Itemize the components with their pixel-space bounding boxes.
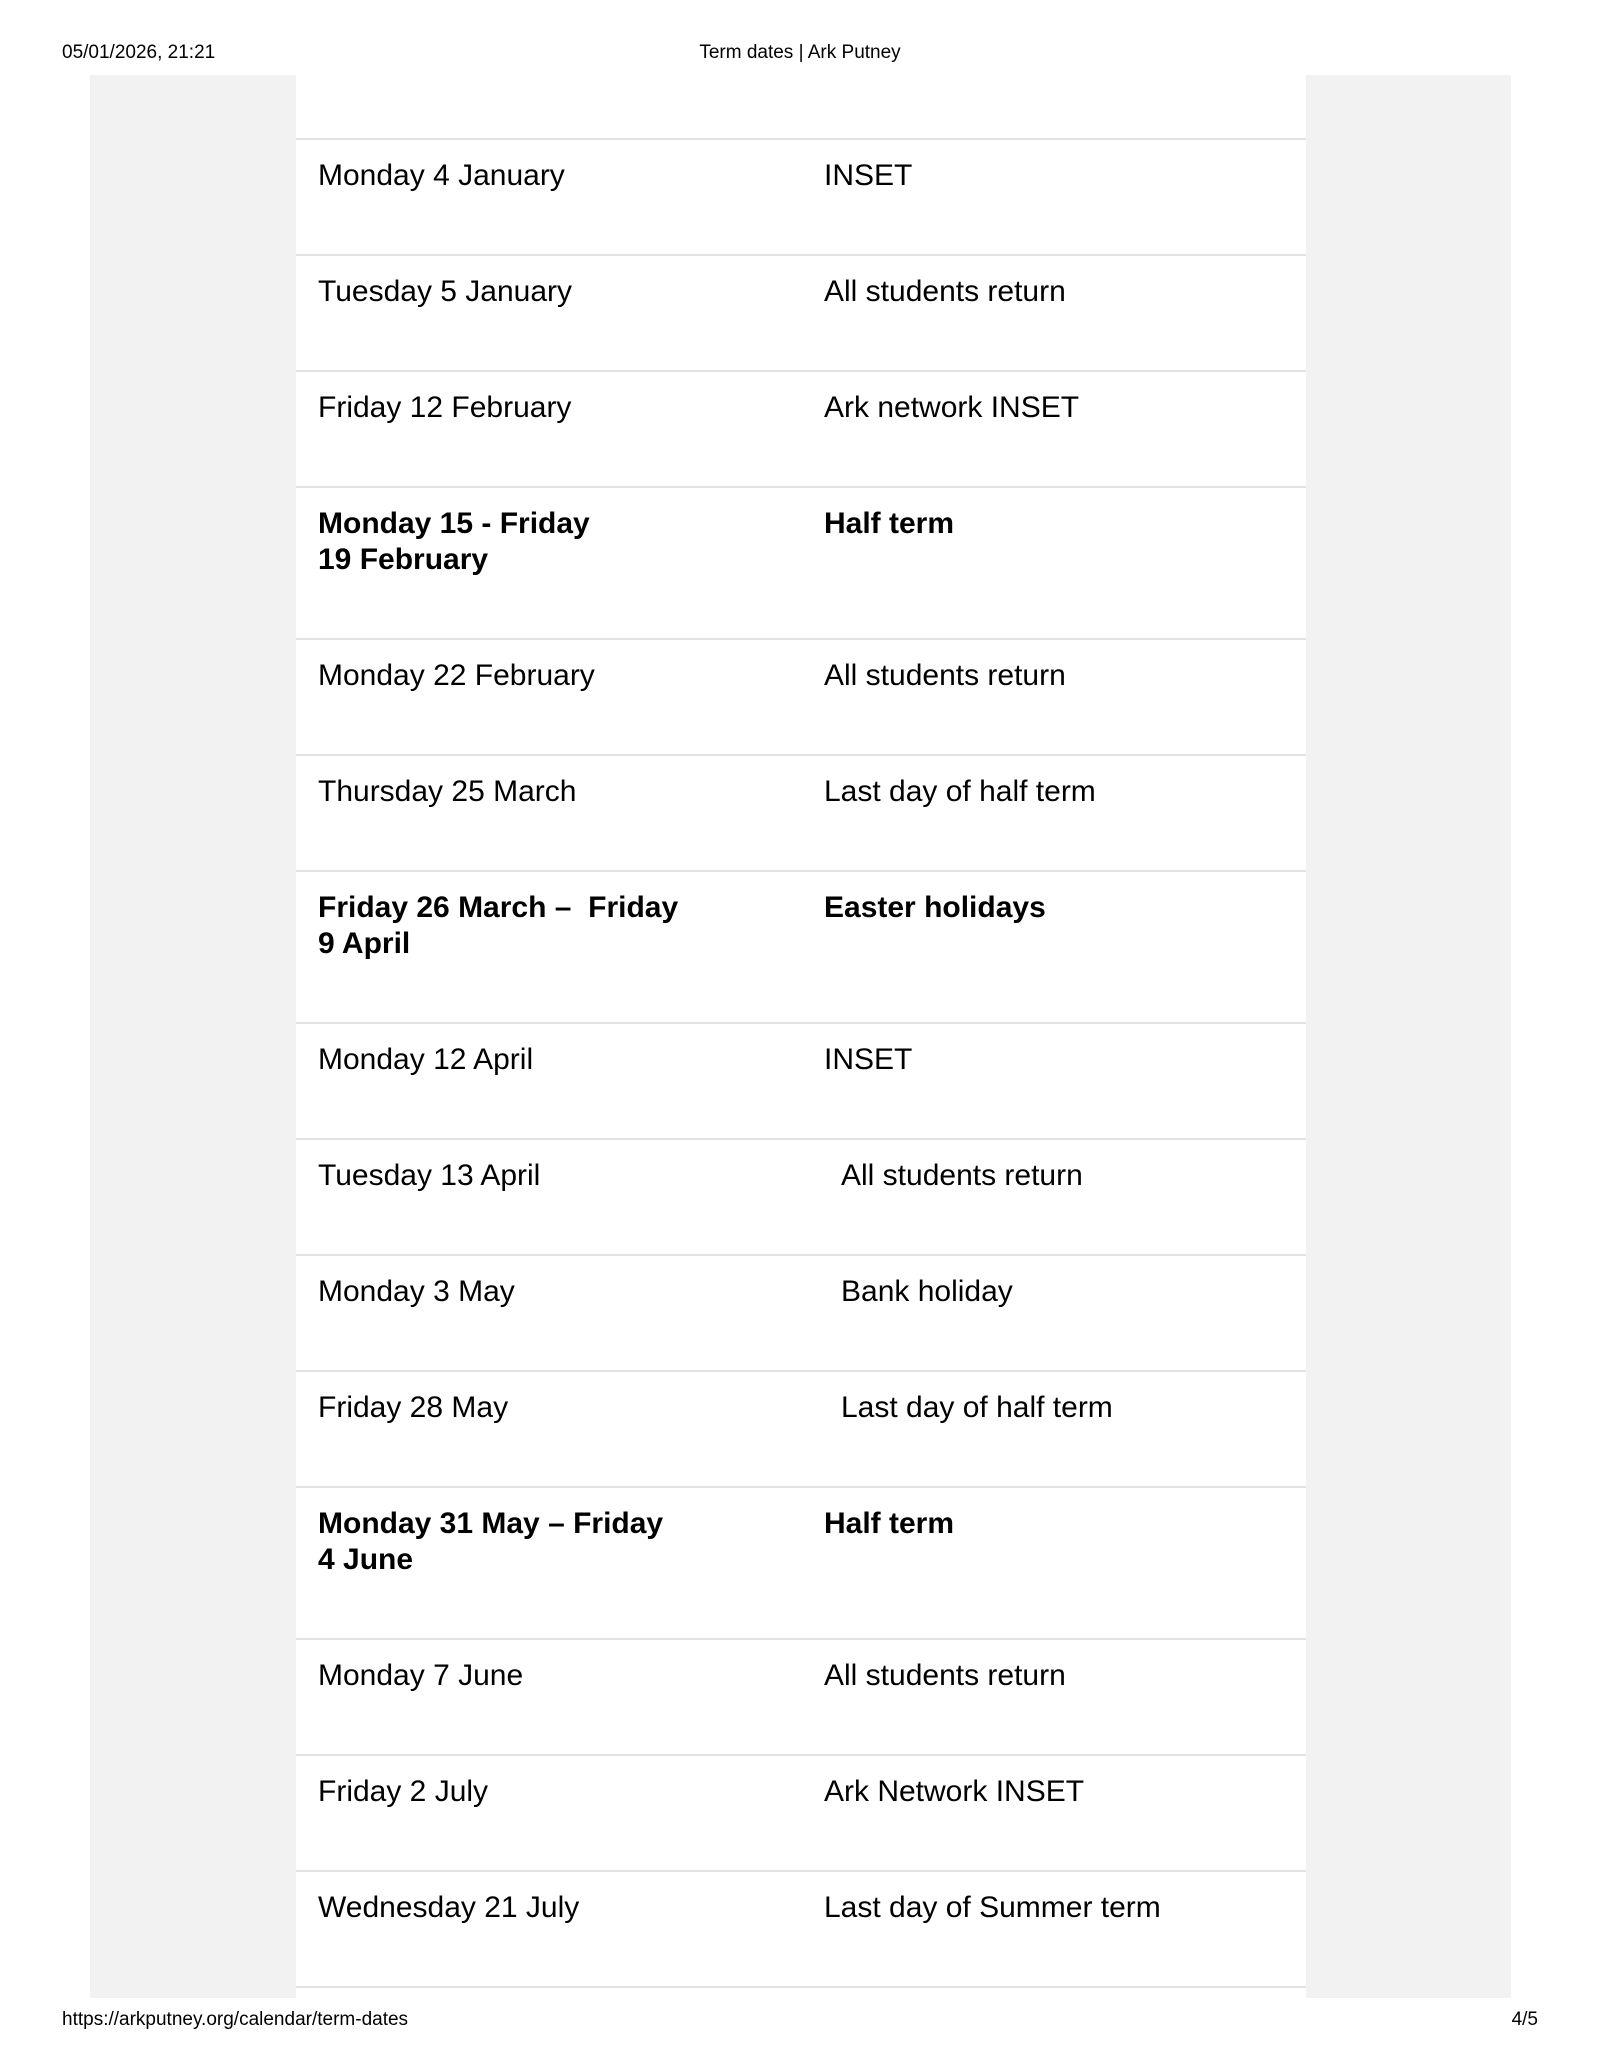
event-cell: All students return: [841, 1159, 1083, 1192]
date-cell: Friday 12 February: [318, 391, 572, 424]
date-line: Monday 15 - Friday: [318, 507, 590, 540]
date-cell: Friday 28 May: [318, 1391, 509, 1424]
table-row: [296, 140, 1306, 256]
event-cell: INSET: [824, 159, 913, 192]
table-row: [296, 372, 1306, 488]
term-dates-table: [296, 138, 1306, 1988]
print-footer-url: https://arkputney.org/calendar/term-dates: [62, 2009, 409, 2030]
print-footer-page-number: 4/5: [1511, 2009, 1538, 2030]
table-row: [296, 1640, 1306, 1756]
event-cell: INSET: [824, 1043, 913, 1076]
table-row-holiday: [296, 488, 1306, 640]
event-cell: Ark Network INSET: [824, 1775, 1085, 1808]
table-row: [296, 1024, 1306, 1140]
table-row-holiday: [296, 1488, 1306, 1640]
event-cell: Half term: [824, 1507, 955, 1540]
date-line: Monday 31 May – Friday: [318, 1507, 664, 1540]
event-cell: Half term: [824, 507, 955, 540]
date-cell: Tuesday 13 April: [318, 1159, 541, 1192]
date-cell: Monday 22 February: [318, 659, 595, 692]
date-line: Friday 26 March – Friday: [318, 891, 679, 924]
event-cell: All students return: [824, 659, 1066, 692]
table-row: [296, 1140, 1306, 1256]
date-cell: Thursday 25 March: [318, 775, 577, 808]
content-panel: [296, 75, 1306, 1998]
date-cell: [318, 1506, 738, 1578]
date-cell: [318, 506, 738, 578]
table-row: [296, 256, 1306, 372]
date-cell: Wednesday 21 July: [318, 1891, 580, 1924]
date-cell: Monday 7 June: [318, 1659, 524, 1692]
event-cell: Last day of half term: [824, 775, 1096, 808]
event-cell: Easter holidays: [824, 891, 1046, 924]
print-header-datetime: 05/01/2026, 21:21: [62, 42, 216, 63]
table-row: [296, 1372, 1306, 1488]
date-line: 9 April: [318, 927, 411, 960]
event-cell: All students return: [824, 1659, 1066, 1692]
date-cell: Tuesday 5 January: [318, 275, 573, 308]
date-cell: Monday 3 May: [318, 1275, 515, 1308]
table-row: [296, 1756, 1306, 1872]
event-cell: Last day of Summer term: [824, 1891, 1161, 1924]
table-row: [296, 640, 1306, 756]
table-row-holiday: [296, 872, 1306, 1024]
date-cell: Friday 2 July: [318, 1775, 489, 1808]
event-cell: Last day of half term: [841, 1391, 1113, 1424]
date-cell: Monday 4 January: [318, 159, 565, 192]
event-cell: Ark network INSET: [824, 391, 1080, 424]
date-cell: Monday 12 April: [318, 1043, 534, 1076]
event-cell: All students return: [824, 275, 1066, 308]
event-cell: Bank holiday: [841, 1275, 1013, 1308]
table-row: [296, 1256, 1306, 1372]
date-line: 19 February: [318, 543, 489, 576]
print-header-page-title: Term dates | Ark Putney: [699, 42, 901, 63]
table-row: [296, 756, 1306, 872]
date-line: 4 June: [318, 1543, 414, 1576]
date-cell: [318, 890, 738, 962]
table-row: [296, 1872, 1306, 1988]
